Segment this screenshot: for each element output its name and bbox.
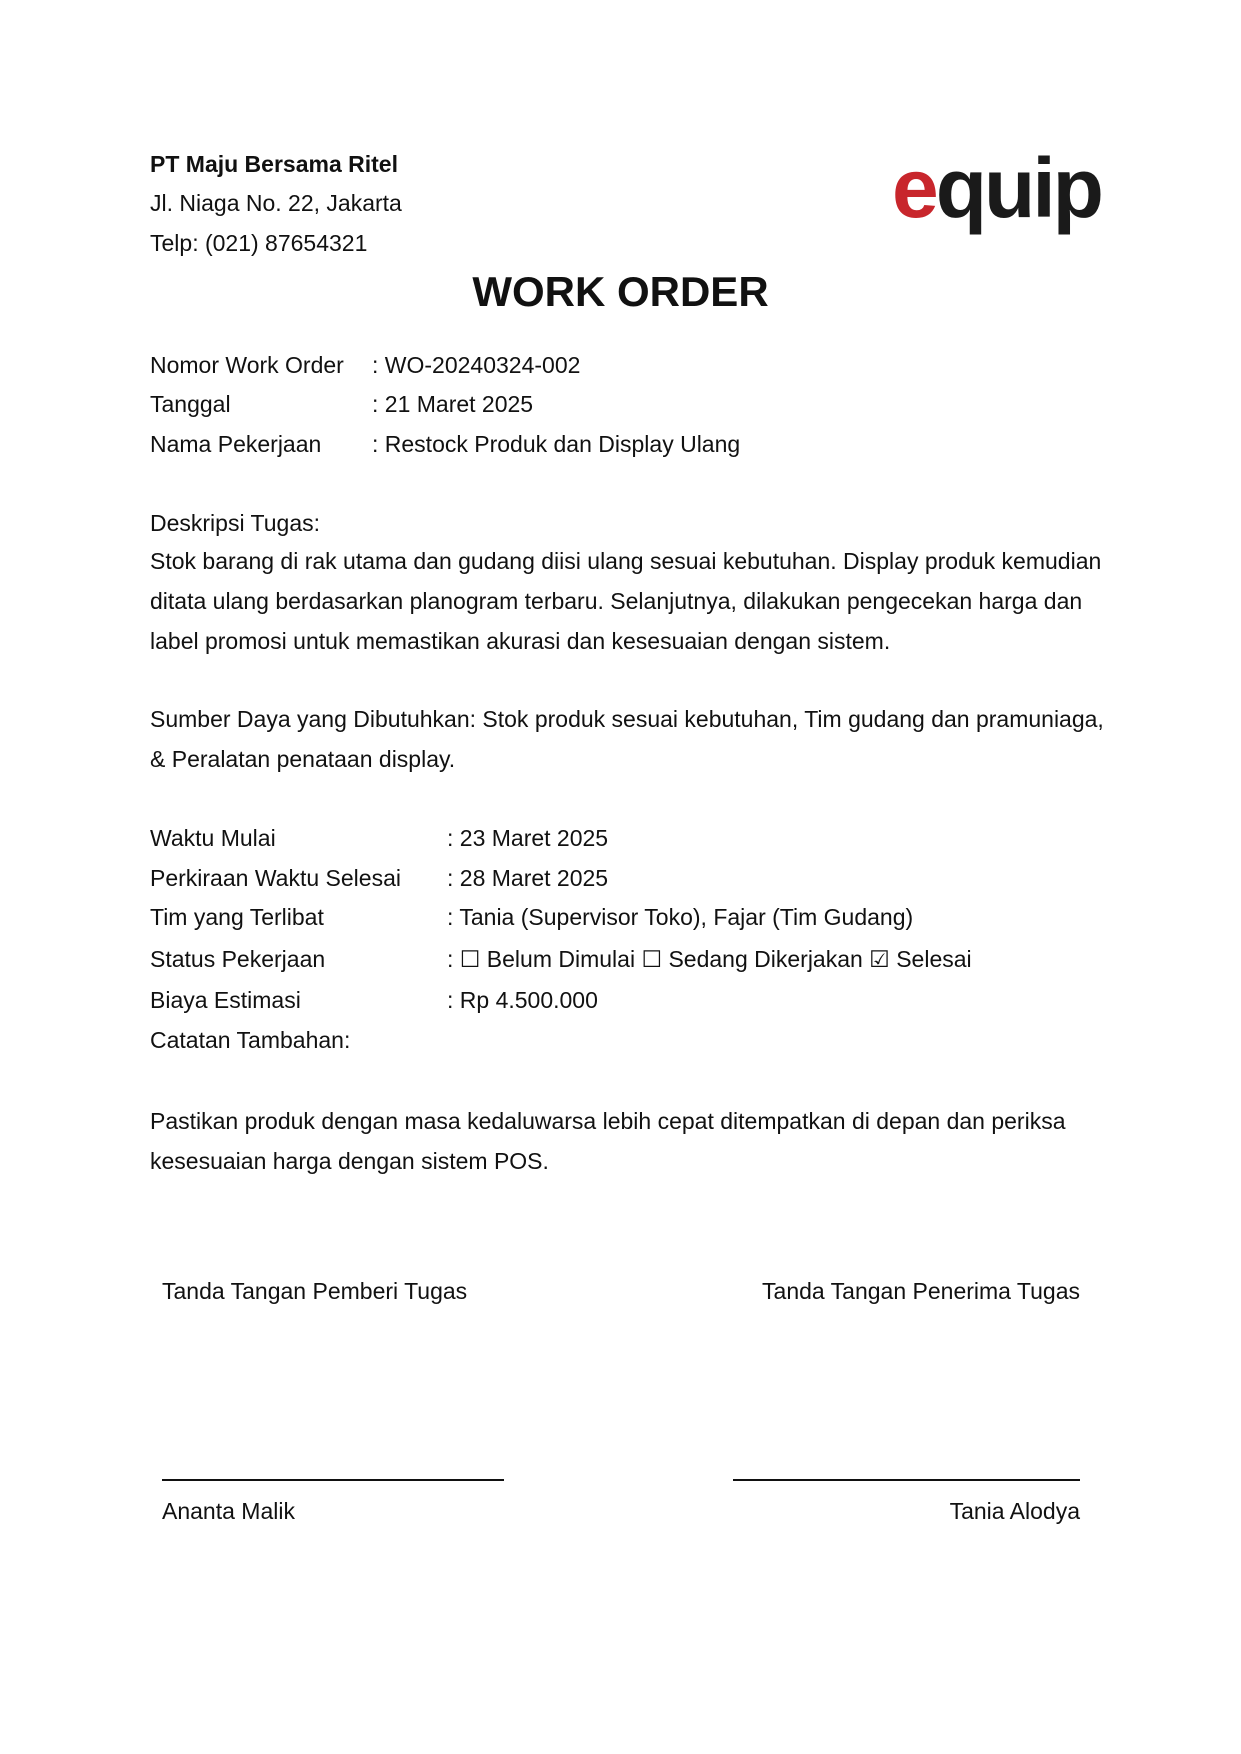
signature-receiver-label: Tanda Tangan Penerima Tugas bbox=[762, 1278, 1080, 1304]
svg-text:equip bbox=[892, 145, 1101, 235]
info-label-tanggal: Tanggal bbox=[150, 391, 231, 417]
signature-giver-line bbox=[162, 1479, 504, 1481]
detail-label-tim: Tim yang Terlibat bbox=[150, 904, 324, 930]
detail-label-biaya: Biaya Estimasi bbox=[150, 987, 301, 1013]
detail-label-catatan: Catatan Tambahan: bbox=[150, 1027, 351, 1053]
detail-value-tim: : Tania (Supervisor Toko), Fajar (Tim Gudang) bbox=[447, 904, 914, 930]
signature-receiver-name: Tania Alodya bbox=[949, 1498, 1080, 1524]
document-title: WORK ORDER bbox=[472, 268, 769, 315]
resources-text: Sumber Daya yang Dibutuhkan: Stok produk sesuai kebutuhan, Tim gudang dan pramuniaga, & Peralatan penataan display. bbox=[150, 706, 1104, 772]
info-label-pekerjaan: Nama Pekerjaan bbox=[150, 431, 322, 457]
detail-label-perkiraan-selesai: Perkiraan Waktu Selesai bbox=[150, 865, 401, 891]
notes-text: Pastikan produk dengan masa kedaluwarsa lebih cepat ditempatkan di depan dan periksa kesesuaian harga dengan sistem POS. bbox=[150, 1108, 1066, 1174]
detail-value-waktu-mulai: : 23 Maret 2025 bbox=[447, 825, 609, 851]
company-address: Jl. Niaga No. 22, Jakarta bbox=[150, 190, 402, 216]
signature-giver-label: Tanda Tangan Pemberi Tugas bbox=[162, 1278, 468, 1304]
detail-label-waktu-mulai: Waktu Mulai bbox=[150, 825, 276, 851]
description-heading: Deskripsi Tugas: bbox=[150, 510, 321, 536]
detail-label-status: Status Pekerjaan bbox=[150, 946, 326, 972]
info-value-pekerjaan: : Restock Produk dan Display Ulang bbox=[372, 431, 741, 457]
info-value-nomor: : WO-20240324-002 bbox=[372, 352, 581, 378]
info-label-nomor: Nomor Work Order bbox=[150, 352, 344, 378]
detail-value-status: : ☐ Belum Dimulai ☐ Sedang Dikerjakan ☑ Selesai bbox=[447, 946, 972, 972]
logo-letter-e: e bbox=[892, 145, 936, 235]
description-body: Stok barang di rak utama dan gudang diisi ulang sesuai kebutuhan. Display produk kemudian ditata ulang berdasarkan planogram terbaru. Selanjutnya, dilakukan pengecekan harga dan label promosi untuk memastikan akurasi dan kesesuaian dengan sistem. bbox=[150, 548, 1102, 654]
detail-value-biaya: : Rp 4.500.000 bbox=[447, 987, 598, 1013]
company-name: PT Maju Bersama Ritel bbox=[150, 151, 398, 177]
logo-letters-quip: quip bbox=[935, 145, 1101, 235]
detail-value-perkiraan-selesai: : 28 Maret 2025 bbox=[447, 865, 609, 891]
signature-giver-name: Ananta Malik bbox=[162, 1498, 295, 1524]
company-phone: Telp: (021) 87654321 bbox=[150, 230, 368, 256]
equip-logo bbox=[890, 145, 1130, 245]
signature-receiver-line bbox=[733, 1479, 1080, 1481]
info-value-tanggal: : 21 Maret 2025 bbox=[372, 391, 534, 417]
